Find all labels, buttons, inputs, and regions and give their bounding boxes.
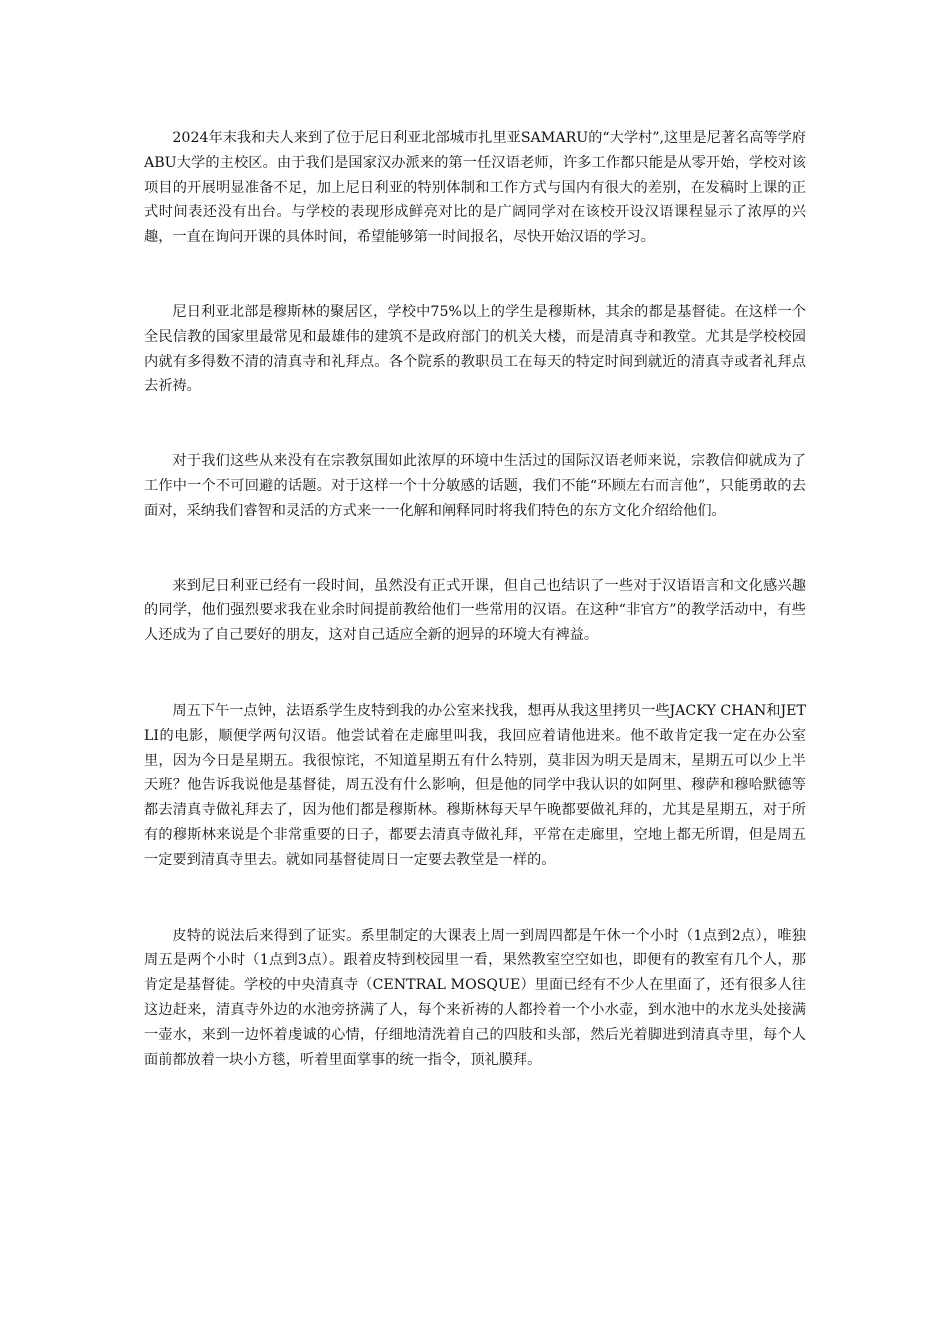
paragraph-religion-topic: 对于我们这些从来没有在宗教氛围如此浓厚的环境中生活过的国际汉语老师来说，宗教信仰就成为了工作中一个不可回避的话题。对于这样一个十分敏感的话题，我们不能“环顾左右而言他”，只能勇敢的去面对，采纳我们睿智和灵活的方式来一一化解和阐释同时将我们特色的东方文化介绍给他们。	[144, 453, 806, 519]
paragraph-central-mosque: 皮特的说法后来得到了证实。系里制定的大课表上周一到周四都是午休一个小时（1点到2点），唯独周五是两个小时（1点到3点）。跟着皮特到校园里一看，果然教室空空如也，即便有的教室有几个人，那肯定是基督徒。学校的中央清真寺（CENTRAL MOSQUE）里面已经有不少人在里面了，还有很多人往这边赶来，清真寺外边的水池旁挤满了人，每个来祈祷的人都拎着一个小水壶，到水池中的水龙头处接满一壶水，来到一边怀着虔诚的心情，仔细地清洗着自己的四肢和头部，然后光着脚进到清真寺里，每个人面前都放着一块小方毯，听着里面掌事的统一指令，顶礼膜拜。	[144, 927, 806, 1068]
paragraph-muslim-region: 尼日利亚北部是穆斯林的聚居区，学校中75%以上的学生是穆斯林，其余的都是基督徒。在这样一个全民信教的国家里最常见和最雄伟的建筑不是政府部门的机关大楼，而是清真寺和教堂。尤其是学校校园内就有多得数不清的清真寺和礼拜点。各个院系的教职员工在每天的特定时间到就近的清真寺或者礼拜点去祈祷。	[144, 303, 806, 395]
paragraph-arrival: 2024年末我和夫人来到了位于尼日利亚北部城市扎里亚SAMARU的“大学村”,这里是尼著名高等学府ABU大学的主校区。由于我们是国家汉办派来的第一任汉语老师，许多工作都只能是从零开始，学校对该项目的开展明显准备不足，加上尼日利亚的特别体制和工作方式与国内有很大的差别，在发稿时上课的正式时间表还没有出台。与学校的表现形成鲜亮对比的是广阔同学对在该校开设汉语课程显示了浓厚的兴趣，一直在询问开课的具体时间，希望能够第一时间报名，尽快开始汉语的学习。	[144, 130, 806, 246]
paragraph-friday-peter: 周五下午一点钟，法语系学生皮特到我的办公室来找我，想再从我这里拷贝一些JACKY CHAN和JET LI的电影，顺便学两句汉语。他尝试着在走廊里叫我，我回应着请他进来。他不敢肯定我一定在办公室里，因为今日是星期五。我很惊诧，不知道星期五有什么特别，莫非因为明天是周末，星期五可以少上半天班？他告诉我说他是基督徒，周五没有什么影响，但是他的同学中我认识的如阿里、穆萨和穆哈默德等都去清真寺做礼拜去了，因为他们都是穆斯林。穆斯林每天早午晚都要做礼拜的，尤其是星期五，对于所有的穆斯林来说是个非常重要的日子，都要去清真寺做礼拜，平常在走廊里，空地上都无所谓，但是周五一定要到清真寺里去。就如同基督徒周日一定要去教堂是一样的。	[144, 702, 806, 868]
paragraph-informal-teaching: 来到尼日利亚已经有一段时间，虽然没有正式开课，但自己也结识了一些对于汉语语言和文化感兴趣的同学，他们强烈要求我在业余时间提前教给他们一些常用的汉语。在这种“非官方”的教学活动中，有些人还成为了自己要好的朋友，这对自己适应全新的迥异的环境大有裨益。	[144, 577, 806, 644]
document-page	[144, 126, 806, 1072]
